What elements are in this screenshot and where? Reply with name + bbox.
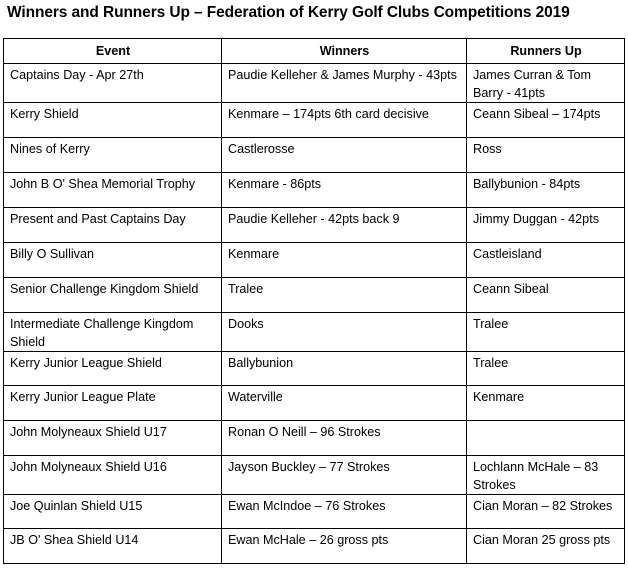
winners-cell: Kenmare bbox=[222, 243, 467, 278]
table-row bbox=[4, 278, 625, 313]
winners-cell: Ewan McHale – 26 gross pts bbox=[222, 529, 467, 564]
runners-up-cell: Ceann Sibeal bbox=[467, 278, 625, 313]
table-row bbox=[4, 495, 625, 529]
event-cell: John Molyneaux Shield U17 bbox=[4, 421, 222, 456]
winners-cell: Jayson Buckley – 77 Strokes bbox=[222, 456, 467, 495]
winners-cell: Ballybunion bbox=[222, 352, 467, 386]
runners-up-cell: James Curran & Tom Barry - 41pts bbox=[467, 64, 625, 103]
table-row bbox=[4, 173, 625, 208]
winners-cell: Castlerosse bbox=[222, 138, 467, 173]
event-cell: Present and Past Captains Day bbox=[4, 208, 222, 243]
table-row bbox=[4, 64, 625, 103]
winners-cell: Ewan McIndoe – 76 Strokes bbox=[222, 495, 467, 529]
runners-up-cell: Jimmy Duggan - 42pts bbox=[467, 208, 625, 243]
table-row bbox=[4, 352, 625, 386]
winners-cell: Paudie Kelleher & James Murphy - 43pts bbox=[222, 64, 467, 103]
page-title: Winners and Runners Up – Federation of Kerry Golf Clubs Competitions 2019 bbox=[7, 4, 570, 21]
runners-up-cell: Lochlann McHale – 83 Strokes bbox=[467, 456, 625, 495]
runners-up-cell: Cian Moran 25 gross pts bbox=[467, 529, 625, 564]
table-header-row bbox=[4, 39, 625, 64]
event-cell: John Molyneaux Shield U16 bbox=[4, 456, 222, 495]
winners-cell: Dooks bbox=[222, 313, 467, 352]
event-cell: Kerry Junior League Shield bbox=[4, 352, 222, 386]
event-cell: Nines of Kerry bbox=[4, 138, 222, 173]
table-row bbox=[4, 138, 625, 173]
event-cell: Kerry Junior League Plate bbox=[4, 386, 222, 421]
runners-up-cell: Cian Moran – 82 Strokes bbox=[467, 495, 625, 529]
runners-up-cell: Tralee bbox=[467, 313, 625, 352]
event-cell: Senior Challenge Kingdom Shield bbox=[4, 278, 222, 313]
runners-up-cell: Kenmare bbox=[467, 386, 625, 421]
event-cell: John B O' Shea Memorial Trophy bbox=[4, 173, 222, 208]
runners-up-cell: Ceann Sibeal – 174pts bbox=[467, 103, 625, 138]
runners-up-cell bbox=[467, 421, 625, 456]
event-cell: Billy O Sullivan bbox=[4, 243, 222, 278]
column-header-winners: Winners bbox=[222, 39, 467, 64]
event-cell: Kerry Shield bbox=[4, 103, 222, 138]
event-cell: Intermediate Challenge Kingdom Shield bbox=[4, 313, 222, 352]
winners-cell: Paudie Kelleher - 42pts back 9 bbox=[222, 208, 467, 243]
runners-up-cell: Castleisland bbox=[467, 243, 625, 278]
table-row bbox=[4, 103, 625, 138]
winners-cell: Kenmare - 86pts bbox=[222, 173, 467, 208]
table-row bbox=[4, 456, 625, 495]
event-cell: Joe Quinlan Shield U15 bbox=[4, 495, 222, 529]
column-header-runners-up: Runners Up bbox=[467, 39, 625, 64]
runners-up-cell: Tralee bbox=[467, 352, 625, 386]
table-row bbox=[4, 208, 625, 243]
winners-cell: Ronan O Neill – 96 Strokes bbox=[222, 421, 467, 456]
results-table bbox=[3, 38, 625, 564]
table-row bbox=[4, 529, 625, 564]
runners-up-cell: Ross bbox=[467, 138, 625, 173]
table-row bbox=[4, 313, 625, 352]
winners-cell: Waterville bbox=[222, 386, 467, 421]
table-row bbox=[4, 243, 625, 278]
table-row bbox=[4, 421, 625, 456]
table-row bbox=[4, 386, 625, 421]
column-header-event: Event bbox=[4, 39, 222, 64]
winners-cell: Kenmare – 174pts 6th card decisive bbox=[222, 103, 467, 138]
event-cell: JB O' Shea Shield U14 bbox=[4, 529, 222, 564]
runners-up-cell: Ballybunion - 84pts bbox=[467, 173, 625, 208]
event-cell: Captains Day - Apr 27th bbox=[4, 64, 222, 103]
winners-cell: Tralee bbox=[222, 278, 467, 313]
